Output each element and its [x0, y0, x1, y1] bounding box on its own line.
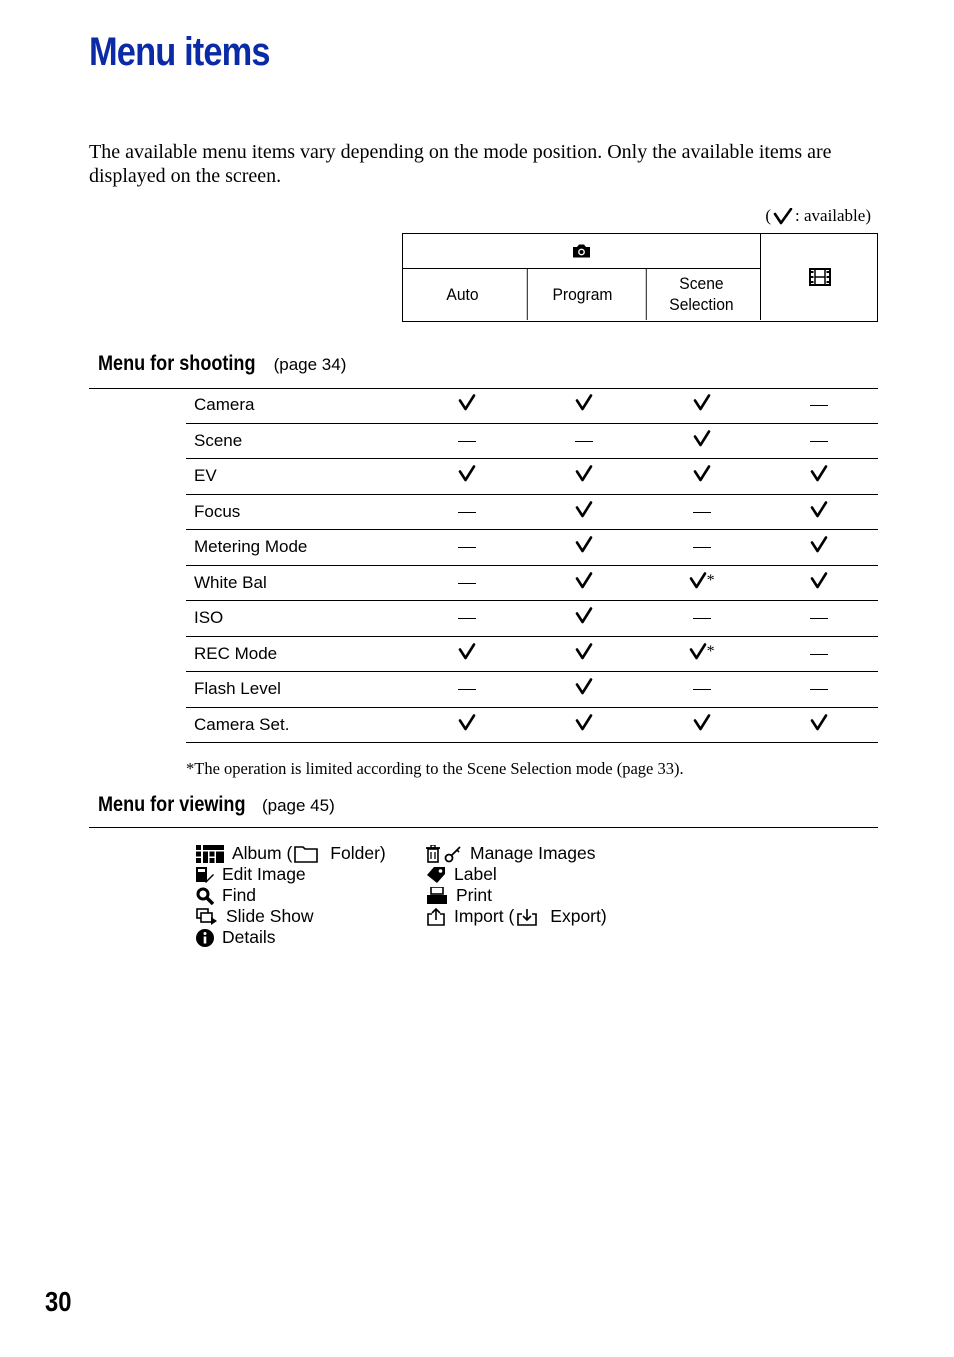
- check-icon: [525, 530, 643, 566]
- check-icon: [525, 388, 643, 423]
- shooting-menu-heading: [89, 352, 878, 389]
- dash-mark: [408, 494, 526, 530]
- dash-mark: [408, 530, 526, 566]
- edit-image-icon: [196, 866, 222, 883]
- list-item: [196, 885, 386, 906]
- dash-mark: [760, 423, 878, 459]
- check-icon: [408, 636, 526, 672]
- list-item: [196, 864, 386, 885]
- list-item: [426, 843, 607, 864]
- find-icon: [196, 887, 222, 905]
- check-icon: [525, 707, 643, 743]
- check-icon: [525, 636, 643, 672]
- page-title: Menu items: [89, 30, 270, 74]
- folder-icon: [294, 845, 326, 863]
- row-label: Scene: [194, 430, 243, 450]
- legend-open-paren: (: [765, 206, 771, 225]
- print-icon: [426, 887, 456, 905]
- dash-mark: [408, 601, 526, 637]
- column-auto: Auto: [446, 284, 479, 304]
- dash-mark: [760, 388, 878, 423]
- dash-mark: [760, 672, 878, 708]
- table-row: [186, 707, 878, 743]
- list-item-label: Import (: [454, 906, 515, 926]
- details-icon: [196, 929, 222, 947]
- list-item-label: Label: [454, 864, 497, 884]
- list-item: [196, 843, 386, 864]
- check-icon: [525, 494, 643, 530]
- check-icon: [643, 388, 761, 423]
- manage-images-icon: [426, 845, 470, 863]
- table-row: [186, 423, 878, 459]
- check-icon: [760, 530, 878, 566]
- camera-icon: [572, 244, 591, 258]
- table-row: [186, 601, 878, 637]
- table-row: [186, 672, 878, 708]
- check-icon: [760, 707, 878, 743]
- row-label: ISO: [194, 608, 224, 628]
- row-label: Metering Mode: [194, 537, 308, 557]
- check-icon: [773, 208, 793, 225]
- dash-mark: [643, 672, 761, 708]
- dash-mark: [643, 494, 761, 530]
- row-label: Flash Level: [194, 679, 281, 699]
- list-item: [196, 927, 386, 948]
- list-item-label: Manage Images: [470, 843, 596, 863]
- row-label: Camera Set.: [194, 714, 290, 734]
- asterisk: *: [706, 642, 715, 660]
- table-row: [186, 530, 878, 566]
- list-item: [426, 864, 607, 885]
- viewing-menu-list-left: [196, 843, 386, 948]
- scene-selection-label: Scene Selection: [669, 274, 734, 314]
- list-item-label: Slide Show: [226, 906, 314, 926]
- import-icon: [426, 908, 454, 926]
- list-item-label: Album (: [232, 843, 293, 863]
- table-row: [186, 565, 878, 601]
- dash-mark: [760, 601, 878, 637]
- dash-mark: [408, 423, 526, 459]
- dash-mark: [408, 672, 526, 708]
- viewing-menu-list-right: [426, 843, 607, 927]
- check-icon: [525, 565, 643, 601]
- check-icon: [760, 565, 878, 601]
- asterisk: *: [706, 571, 715, 589]
- dash-mark: [643, 530, 761, 566]
- column-scene-selection: [646, 268, 756, 320]
- viewing-menu-heading: [89, 793, 878, 828]
- intro-paragraph: The available menu items vary depending on the mode position. Only the available items are displayed on the screen.: [89, 141, 832, 187]
- slide-show-icon: [196, 908, 226, 925]
- table-row: [186, 494, 878, 530]
- list-item-label-suffix: Export): [550, 906, 607, 926]
- dash-mark: [760, 636, 878, 672]
- movie-mode-header: [760, 234, 878, 320]
- check-icon: [643, 565, 761, 601]
- table-row: [186, 388, 878, 423]
- list-item: [426, 885, 607, 906]
- check-icon: [408, 459, 526, 495]
- dash-mark: [408, 565, 526, 601]
- dash-mark: [525, 423, 643, 459]
- check-icon: [643, 459, 761, 495]
- footnote: *The operation is limited according to the Scene Selection mode (page 33).: [186, 759, 684, 778]
- check-icon: [525, 672, 643, 708]
- movie-film-icon: [809, 268, 831, 286]
- page-number: 30: [45, 1286, 72, 1317]
- mode-header: [402, 233, 878, 322]
- check-icon: [525, 459, 643, 495]
- dash-mark: [643, 601, 761, 637]
- list-item-label: Find: [222, 885, 257, 905]
- check-icon: [408, 707, 526, 743]
- shooting-heading-text: Menu for shooting: [98, 352, 256, 375]
- table-row: [186, 459, 878, 495]
- check-icon: [760, 494, 878, 530]
- check-icon: [643, 636, 761, 672]
- row-label: Camera: [194, 395, 255, 415]
- list-item: [426, 906, 607, 927]
- legend-text: : available): [795, 206, 871, 225]
- check-icon: [760, 459, 878, 495]
- list-item: [196, 906, 386, 927]
- table-row: [186, 636, 878, 672]
- row-label: EV: [194, 466, 217, 486]
- export-icon: [516, 908, 546, 926]
- check-icon: [408, 388, 526, 423]
- list-item-label-suffix: Folder): [330, 843, 386, 863]
- still-mode-header: [403, 234, 760, 269]
- shooting-page-ref: (page 34): [273, 355, 347, 374]
- check-icon: [525, 601, 643, 637]
- list-item-label: Details: [222, 927, 276, 947]
- check-icon: [643, 707, 761, 743]
- row-label: REC Mode: [194, 643, 278, 663]
- viewing-page-ref: (page 45): [261, 796, 335, 815]
- row-label: White Bal: [194, 572, 267, 592]
- list-item-label: Edit Image: [222, 864, 306, 884]
- album-icon: [196, 845, 232, 863]
- list-item-label: Print: [456, 885, 492, 905]
- label-icon: [426, 866, 454, 884]
- column-program: Program: [527, 268, 637, 320]
- availability-legend: [765, 206, 871, 226]
- row-label: Focus: [194, 501, 241, 521]
- shooting-menu-table: [186, 388, 878, 743]
- check-icon: [643, 423, 761, 459]
- viewing-heading-text: Menu for viewing: [98, 793, 246, 816]
